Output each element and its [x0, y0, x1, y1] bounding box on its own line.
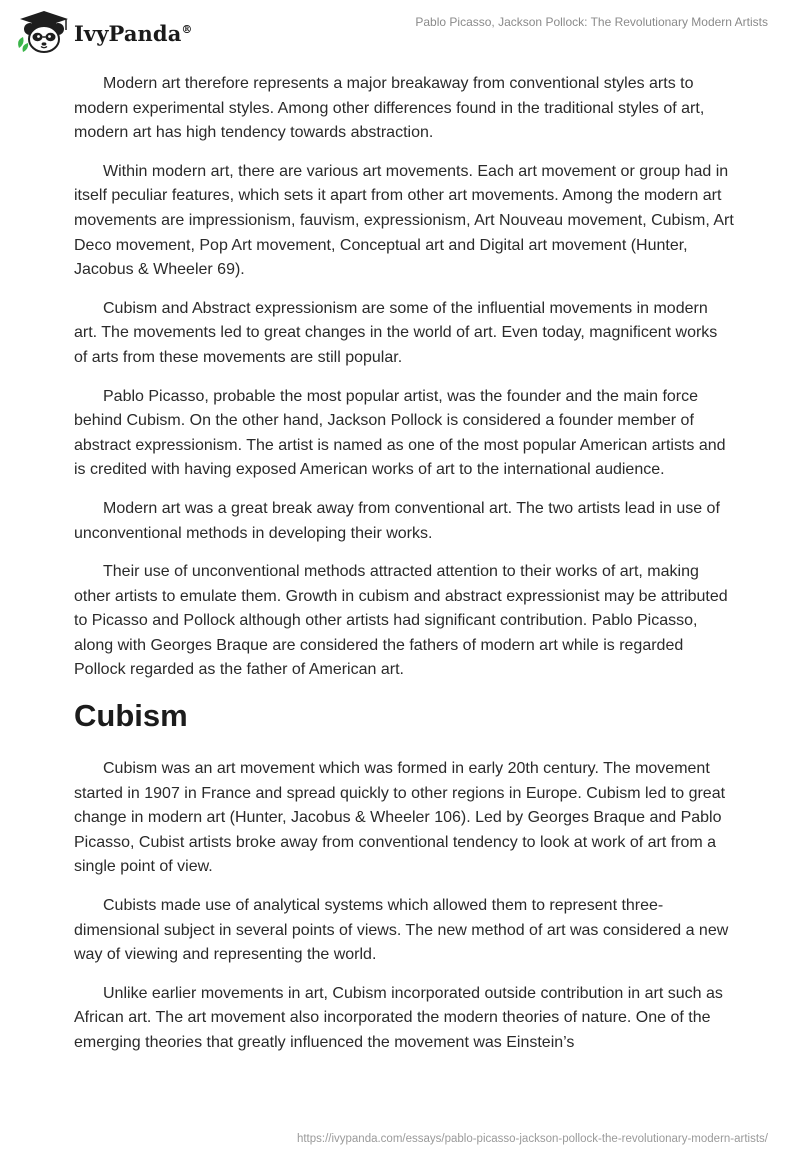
paragraph: Within modern art, there are various art movements. Each art movement or group had in itself peculiar features, which sets it apart from other art movements. Among the modern art movements are impressionism, fauvism, expressionism, Art Nouveau movement, Cubism, Art Deco movement, Pop Art movement, Conceptual art and Digital art movement (Hunter, Jacobus & Wheeler 69).: [74, 162, 734, 279]
source-url[interactable]: https://ivypanda.com/essays/pablo-picasso-jackson-pollock-the-revolutionary-modern-artists/: [296, 1133, 768, 1145]
essay-body: [74, 72, 734, 1070]
paragraph: Modern art therefore represents a major breakaway from conventional styles arts to modern experimental styles. Among other differences found in the traditional styles of art, modern art has high tendency towards abstraction.: [74, 75, 705, 142]
paragraph: Unlike earlier movements in art, Cubism incorporated outside contribution in art such as African art. The art movement also incorporated the modern theories of nature. One of the emerging theories that greatly influenced the movement was Einstein’s: [74, 984, 723, 1051]
paragraph: Their use of unconventional methods attracted attention to their works of art, making other artists to emulate them. Growth in cubism and abstract expressionist may be attributed to Picasso and Pollock although other artists had significant contribution. Pablo Picasso, along with Georges Braque are considered the fathers of modern art while is regarded Pollock regarded as the father of American art.: [74, 563, 728, 679]
logo-wordmark: [74, 21, 193, 46]
panda-graduate-icon: [14, 8, 70, 56]
paragraph: Modern art was a great break away from conventional art. The two artists lead in use of unconventional methods in developing their works.: [74, 499, 720, 542]
registered-mark: ®: [181, 22, 193, 36]
paragraph: Cubism was an art movement which was formed in early 20th century. The movement started in 1907 in France and spread quickly to other regions in Europe. Cubism led to great change in modern art (Hunter, Jacobus & Wheeler 106). Led by Georges Braque and Pablo Picasso, Cubist artists broke away from conventional tendency to look at work of art from a single point of view.: [74, 760, 726, 876]
paragraph: Cubists made use of analytical systems which allowed them to represent three-dimensional subject in several points of views. The new method of art was considered a new way of viewing and representing the world.: [74, 897, 729, 964]
paragraph: Cubism and Abstract expressionism are some of the influential movements in modern art. The movements led to great changes in the world of art. Even today, magnificent works of arts from these movements are still popular.: [74, 299, 718, 366]
ivypanda-logo[interactable]: [14, 8, 193, 56]
paragraph: Pablo Picasso, probable the most popular artist, was the founder and the main force behind Cubism. On the other hand, Jackson Pollock is considered a founder member of abstract expressionism. The artist is named as one of the most popular American artists and is credited with having exposed American works of art to the international audience.: [74, 387, 726, 479]
logo-text: IvyPanda: [74, 20, 182, 46]
running-title: Pablo Picasso, Jackson Pollock: The Revolutionary Modern Artists: [415, 15, 768, 29]
section-heading: Cubism: [74, 698, 188, 734]
page-header: [0, 0, 800, 70]
